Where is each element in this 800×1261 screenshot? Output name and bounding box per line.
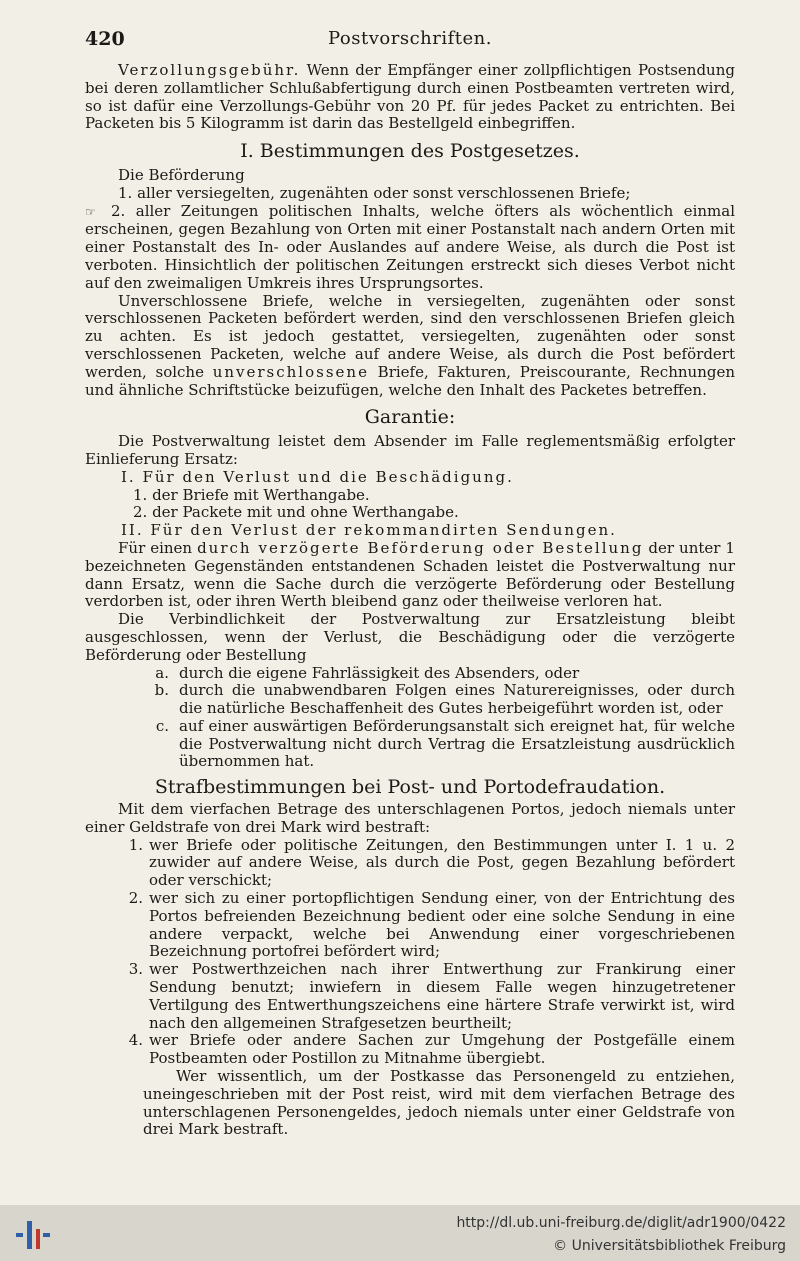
garantie-delay-paragraph xyxy=(85,540,735,611)
garantie-intro: Die Postverwaltung leistet dem Absender im Falle reglementsmäßig erfolgter Einlieferung Ersatz: xyxy=(85,432,735,468)
section1-para-start: Unverschlossene Briefe, welche in versiegelten, zugenähten oder sonst verschlossenen Packeten befördert werden, sind den verschlossenen Briefen gleich zu achten. Es ist jedoch gestattet, versiegelten, zugenähten oder sonst verschlossenen Packeten, welche auf andere Weise, als durch die Post befördert werden, solche xyxy=(85,291,735,381)
strafbestimmungen-item-3 xyxy=(85,961,735,1032)
strafbestimmungen-title: Strafbestimmungen bei Post- und Portodefraudation. xyxy=(154,776,666,799)
running-title: Postvorschriften. xyxy=(328,28,492,49)
section1-para-end: Briefe, Fakturen, Preiscourante, Rechnungen und ähnliche Schriftstücke beizufügen, welche den Inhalt des Packetes betreffen. xyxy=(85,362,735,399)
case-text: durch die unabwendbaren Folgen eines Naturereignisses, oder durch die natürliche Beschaffenheit des Gutes herbeigeführt worden ist, oder xyxy=(179,681,735,718)
item-number: 4. xyxy=(128,1031,143,1050)
garantie-exclusion: Die Verbindlichkeit der Postverwaltung zur Ersatzleistung bleibt ausgeschlossen, wenn der Verlust, die Beschädigung oder die verzögerte Beförderung oder Bestellung xyxy=(85,610,735,664)
case-text: auf einer auswärtigen Beförderungsanstalt sich ereignet hat, für welche die Postverwaltung nicht durch Vertrag die Ersatzleistung ausdrücklich übernommen hat. xyxy=(179,716,735,771)
case-letter: a. xyxy=(155,663,169,682)
garantie-case-b xyxy=(85,682,735,718)
strafbestimmungen-item-4 xyxy=(85,1032,735,1068)
section1-title: I. Bestimmungen des Postgesetzes. xyxy=(240,140,580,163)
garantie-title: Garantie: xyxy=(364,406,456,429)
page-body xyxy=(85,62,735,1139)
section1-item-1: 1. aller versiegelten, zugenähten oder sonst verschlossenen Briefe; xyxy=(118,183,631,202)
garantie-delay-lead: Für einen xyxy=(118,538,193,557)
garantie-delay-spaced: durch verzögerte Beförderung oder Bestellung xyxy=(197,538,644,557)
case-letter: c. xyxy=(155,716,169,735)
section1-lead: Die Beförderung xyxy=(118,165,245,184)
garantie-delay-rest: der unter 1 bezeichneten Gegenständen entstandenen Schaden leistet die Postverwaltung nur dann Ersatz, wenn die Sache durch die verzögerte Beförderung oder Bestellung verdorben ist, oder ihren Werth bleibend ganz oder theilweise verloren hat. xyxy=(85,538,735,611)
library-logo-icon xyxy=(12,1215,52,1255)
garantie-roman-2: II. Für den Verlust der rekommandirten Sendungen. xyxy=(121,521,617,540)
garantie-case-a xyxy=(85,665,735,683)
pointing-hand-icon: ☞ xyxy=(85,204,96,219)
garantie-sub-item-2: 2. der Packete mit und ohne Werthangabe. xyxy=(133,503,459,522)
strafbestimmungen-intro: Mit dem vierfachen Betrage des unterschlagenen Portos, jedoch niemals unter einer Geldstrafe von drei Mark wird bestraft: xyxy=(85,800,735,836)
intro-text: Wenn der Empfänger einer zollpflichtigen Postsendung bei deren zollamtlicher Schlußabfertigung durch einen Postbeamten vertreten wird, so ist dafür eine Verzollungs-Gebühr von 20 Pf. für jedes Packet zu entrichten. Bei Packeten bis 5 Kilogramm ist darin das Bestellgeld einbegriffen. xyxy=(85,61,735,133)
item-number: 1. xyxy=(128,835,143,854)
item-text: wer Briefe oder andere Sachen zur Umgehung der Postgefälle einem Postbeamten oder Postillon zu Mitnahme übergiebt. xyxy=(149,1031,735,1068)
viewer-footer xyxy=(0,1205,800,1261)
strafbestimmungen-final: Wer wissentlich, um der Postkasse das Personengeld zu entziehen, uneingeschrieben mit der Post reist, wird mit dem vierfachen Betrage des unterschlagenen Personengeldes, jedoch niemals unter einer Geldstrafe von drei Mark bestraft. xyxy=(143,1067,735,1139)
case-text: durch die eigene Fahrlässigkeit des Absenders, oder xyxy=(179,663,580,682)
item-text: wer Postwerthzeichen nach ihrer Entwerthung zur Frankirung einer Sendung benutzt; inwiefern in diesem Falle wegen hinzugetretener Vertilgung des Entwerthungszeichens eine härtere Strafe verwirkt ist, wird nach den allgemeinen Strafgesetzen beurtheilt; xyxy=(149,960,735,1032)
garantie-sub-item-1: 1. der Briefe mit Werthangabe. xyxy=(133,485,370,504)
section1-paragraph xyxy=(85,293,735,400)
page-header xyxy=(85,28,735,52)
section1-para-spaced: unverschlossene xyxy=(212,362,369,381)
copyright-notice: © Universitätsbibliothek Freiburg xyxy=(553,1238,786,1254)
case-letter: b. xyxy=(154,681,169,700)
item-number: 3. xyxy=(128,960,143,979)
strafbestimmungen-item-2 xyxy=(85,890,735,961)
item-number: 2. xyxy=(128,889,143,908)
strafbestimmungen-item-1 xyxy=(85,837,735,890)
item-text: wer sich zu einer portopflichtigen Sendung einer, von der Entrichtung des Portos befreienden Bezeichnung bedient oder eine solche Sendung in eine andere verpackt, welche bei Anwendung einer vorgeschriebenen Bezeichnung portofrei befördert wird; xyxy=(149,889,735,961)
garantie-roman-1: I. Für den Verlust und die Beschädigung. xyxy=(121,467,514,486)
intro-term: Verzollungsgebühr. xyxy=(118,61,301,79)
page-number: 420 xyxy=(85,28,125,50)
intro-paragraph xyxy=(85,62,735,133)
item-text: wer Briefe oder politische Zeitungen, den Bestimmungen unter I. 1 u. 2 zuwider auf andere Weise, als durch die Post, gegen Bezahlung befördert oder verschickt; xyxy=(149,835,735,890)
document-url[interactable]: http://dl.ub.uni-freiburg.de/diglit/adr1900/0422 xyxy=(456,1215,786,1231)
section1-item-2: 2. aller Zeitungen politischen Inhalts, welche öfters als wöchentlich einmal erscheinen, gegen Bezahlung von Orten mit einer Postanstalt nach andern Orten mit einer Postanstalt des In- oder Auslandes auf andere Weise, als durch die Post ist verboten. Hinsichtlich der politischen Zeitungen erstreckt sich dieses Verbot nicht auf den zweimaligen Umkreis ihres Ursprungsortes. xyxy=(85,201,735,292)
garantie-case-c xyxy=(85,718,735,771)
section1-item-2-row xyxy=(85,203,735,293)
